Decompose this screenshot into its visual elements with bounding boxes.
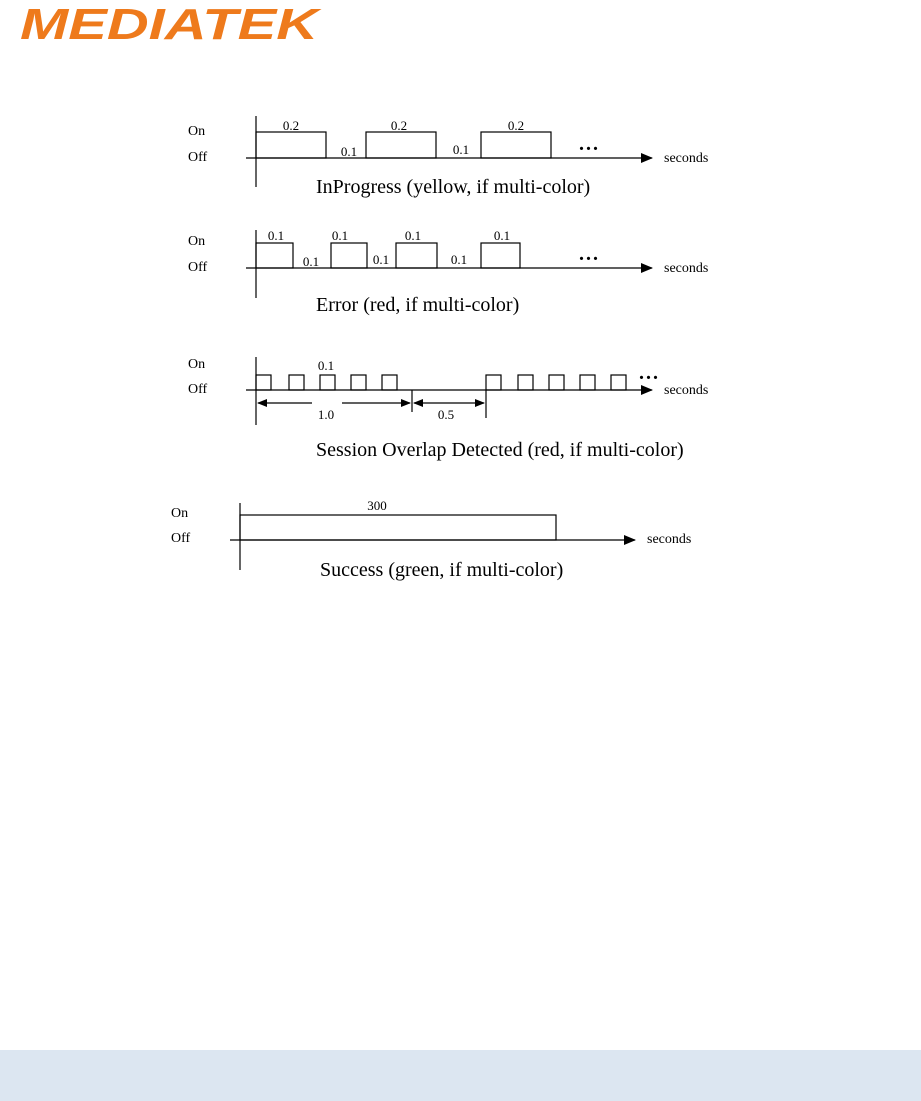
footer-band bbox=[0, 1050, 921, 1101]
session-overlap-seconds-label: seconds bbox=[664, 383, 709, 398]
error-on-duration: 0.1 bbox=[493, 228, 511, 243]
success-seconds-label: seconds bbox=[647, 532, 692, 547]
session-overlap-on-label: On bbox=[188, 357, 206, 372]
error-on-duration: 0.1 bbox=[267, 228, 285, 243]
in-progress-on-duration: 0.2 bbox=[282, 118, 300, 133]
in-progress-pulse bbox=[481, 132, 551, 158]
error-pulse bbox=[256, 243, 293, 268]
error-off-duration: 0.1 bbox=[302, 254, 320, 269]
session-overlap-ellipsis: ... bbox=[639, 362, 660, 384]
in-progress-off-duration: 0.1 bbox=[452, 142, 470, 157]
session-overlap-on-duration: 0.1 bbox=[317, 358, 335, 373]
error-off-duration: 0.1 bbox=[450, 252, 468, 267]
session-overlap-pulse bbox=[549, 375, 564, 390]
in-progress-on-duration: 0.2 bbox=[390, 118, 408, 133]
in-progress-caption: InProgress (yellow, if multi-color) bbox=[316, 176, 591, 198]
session-overlap-pulse bbox=[382, 375, 397, 390]
session-overlap-pulse bbox=[351, 375, 366, 390]
success-caption: Success (green, if multi-color) bbox=[320, 559, 564, 581]
error-on-duration: 0.1 bbox=[331, 228, 349, 243]
session-overlap-burst-duration: 1.0 bbox=[317, 407, 335, 422]
error-seconds-label: seconds bbox=[664, 261, 709, 276]
error-off-label: Off bbox=[188, 260, 208, 275]
success-on-label: On bbox=[171, 506, 189, 521]
in-progress-ellipsis: ... bbox=[579, 133, 600, 155]
session-overlap-caption: Session Overlap Detected (red, if multi-color) bbox=[316, 439, 684, 461]
success-pulse bbox=[240, 515, 556, 540]
success-on-duration: 300 bbox=[367, 498, 387, 513]
in-progress-off-duration: 0.1 bbox=[340, 144, 358, 159]
session-overlap-gap-duration: 0.5 bbox=[437, 407, 455, 422]
error-caption: Error (red, if multi-color) bbox=[316, 294, 520, 316]
error-ellipsis: ... bbox=[579, 243, 600, 265]
error-pulse bbox=[396, 243, 437, 268]
logo-text: MEDIATEK bbox=[20, 2, 323, 44]
error-pulse bbox=[481, 243, 520, 268]
error-on-label: On bbox=[188, 234, 206, 249]
in-progress-on-duration: 0.2 bbox=[507, 118, 525, 133]
session-overlap-pulse bbox=[320, 375, 335, 390]
error-pulse bbox=[331, 243, 367, 268]
in-progress-pulse bbox=[256, 132, 326, 158]
session-overlap-off-label: Off bbox=[188, 382, 208, 397]
success-off-label: Off bbox=[171, 531, 191, 546]
in-progress-off-label: Off bbox=[188, 150, 208, 165]
error-off-duration: 0.1 bbox=[372, 252, 390, 267]
session-overlap-pulse bbox=[580, 375, 595, 390]
error-on-duration: 0.1 bbox=[404, 228, 422, 243]
in-progress-on-label: On bbox=[188, 124, 206, 139]
in-progress-seconds-label: seconds bbox=[664, 151, 709, 166]
session-overlap-pulse bbox=[256, 375, 271, 390]
in-progress-pulse bbox=[366, 132, 436, 158]
session-overlap-pulse bbox=[611, 375, 626, 390]
session-overlap-pulse bbox=[486, 375, 501, 390]
session-overlap-pulse bbox=[289, 375, 304, 390]
session-overlap-pulse bbox=[518, 375, 533, 390]
